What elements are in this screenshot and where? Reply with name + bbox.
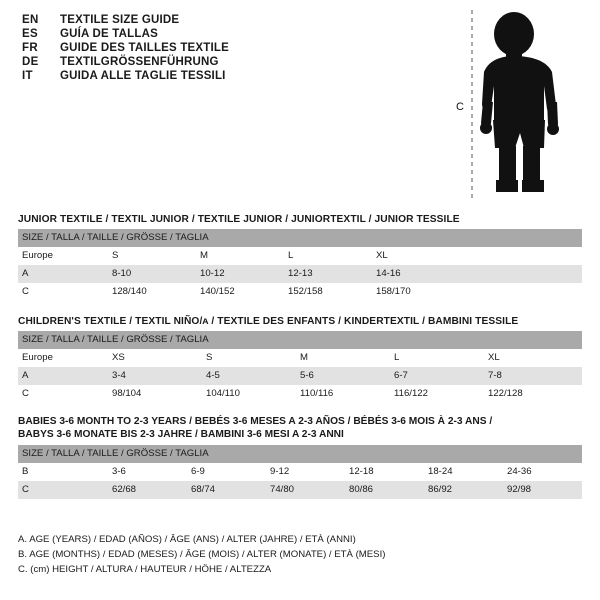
junior-c-0: 128/140 — [108, 283, 196, 301]
section-babies — [18, 415, 582, 499]
junior-row-label-a: A — [18, 265, 108, 283]
children-europe-0: XS — [108, 349, 202, 367]
babies-size-header: SIZE / TALLA / TAILLE / GRÖSSE / TAGLIA — [18, 445, 582, 463]
junior-c-2: 152/158 — [284, 283, 372, 301]
children-c-4: 122/128 — [484, 385, 582, 403]
children-europe-3: L — [390, 349, 484, 367]
babies-b-5: 24-36 — [503, 463, 582, 481]
babies-b-2: 9-12 — [266, 463, 345, 481]
child-figure — [452, 8, 592, 203]
section-junior — [18, 214, 582, 301]
babies-row-label-c: C — [18, 481, 108, 499]
junior-a-2: 12-13 — [284, 265, 372, 283]
children-a-4: 7-8 — [484, 367, 582, 385]
babies-c-3: 80/86 — [345, 481, 424, 499]
table-row — [18, 445, 582, 463]
section-babies-title — [18, 415, 582, 441]
table-row — [18, 463, 582, 481]
language-title-it: GUIDA ALLE TAGLIE TESSILI — [60, 70, 226, 82]
junior-row-label-europe: Europe — [18, 247, 108, 265]
figure-label-c: C — [456, 101, 464, 113]
table-row — [18, 367, 582, 385]
section-children — [18, 316, 582, 403]
section-junior-title: JUNIOR TEXTILE / TEXTIL JUNIOR / TEXTILE JUNIOR / JUNIORTEXTIL / JUNIOR TESSILE — [18, 214, 460, 225]
legend-line-a: A. AGE (YEARS) / EDAD (AÑOS) / ÂGE (ANS) / ALTER (JAHRE) / ETÀ (ANNI) — [18, 534, 356, 545]
babies-c-1: 68/74 — [187, 481, 266, 499]
children-row-label-europe: Europe — [18, 349, 108, 367]
table-row — [18, 385, 582, 403]
junior-europe-2: L — [284, 247, 372, 265]
children-a-0: 3-4 — [108, 367, 202, 385]
language-title-de: TEXTILGRÖSSENFÜHRUNG — [60, 56, 219, 68]
junior-a-3: 14-16 — [372, 265, 460, 283]
babies-c-4: 86/92 — [424, 481, 503, 499]
children-c-0: 98/104 — [108, 385, 202, 403]
language-row-es — [22, 28, 442, 40]
children-a-3: 6-7 — [390, 367, 484, 385]
junior-europe-0: S — [108, 247, 196, 265]
section-babies-title-line2: BABYS 3-6 MONATE BIS 2-3 JAHRE / BAMBINI 3-6 MESI A 2-3 ANNI — [18, 429, 344, 440]
junior-row-label-c: C — [18, 283, 108, 301]
children-size-header: SIZE / TALLA / TAILLE / GRÖSSE / TAGLIA — [18, 331, 582, 349]
section-children-title: CHILDREN'S TEXTILE / TEXTIL NIÑO/ᴀ / TEXTILE DES ENFANTS / KINDERTEXTIL / BAMBINI TESSILE — [18, 316, 519, 327]
language-row-fr — [22, 42, 442, 54]
table-row — [18, 481, 582, 499]
table-row — [18, 283, 582, 301]
table-row — [18, 247, 582, 265]
table-row — [18, 349, 582, 367]
language-row-de — [22, 56, 442, 68]
children-a-1: 4-5 — [202, 367, 296, 385]
table-row — [18, 229, 582, 247]
children-row-label-c: C — [18, 385, 108, 403]
table-babies — [18, 445, 582, 499]
babies-row-label-b: B — [18, 463, 108, 481]
table-row — [18, 265, 582, 283]
junior-europe-1: M — [196, 247, 284, 265]
table-children — [18, 331, 582, 403]
language-title-en: TEXTILE SIZE GUIDE — [60, 14, 180, 26]
children-c-2: 110/116 — [296, 385, 390, 403]
babies-b-3: 12-18 — [345, 463, 424, 481]
children-a-2: 5-6 — [296, 367, 390, 385]
junior-c-3: 158/170 — [372, 283, 460, 301]
children-europe-2: M — [296, 349, 390, 367]
language-code-es: ES — [22, 28, 38, 40]
language-code-it: IT — [22, 70, 33, 82]
child-silhouette-icon — [480, 12, 559, 192]
section-babies-title-line1: BABIES 3-6 MONTH TO 2-3 YEARS / BEBÉS 3-6 MESES A 2-3 AÑOS / BÉBÉS 3-6 MOIS À 2-3 ANS / — [18, 416, 493, 427]
babies-b-0: 3-6 — [108, 463, 187, 481]
legend-line-c: C. (cm) HEIGHT / ALTURA / HAUTEUR / HÖHE / ALTEZZA — [18, 564, 272, 575]
legend — [18, 532, 385, 577]
language-title-fr: GUIDE DES TAILLES TEXTILE — [60, 42, 229, 54]
babies-c-0: 62/68 — [108, 481, 187, 499]
babies-b-4: 18-24 — [424, 463, 503, 481]
babies-b-1: 6-9 — [187, 463, 266, 481]
language-row-en — [22, 14, 442, 26]
language-header — [22, 14, 442, 84]
junior-c-1: 140/152 — [196, 283, 284, 301]
table-junior — [18, 229, 582, 301]
language-row-it — [22, 70, 442, 82]
language-code-de: DE — [22, 56, 39, 68]
children-c-1: 104/110 — [202, 385, 296, 403]
language-code-fr: FR — [22, 42, 38, 54]
babies-c-5: 92/98 — [503, 481, 582, 499]
junior-size-header: SIZE / TALLA / TAILLE / GRÖSSE / TAGLIA — [18, 229, 582, 247]
children-c-3: 116/122 — [390, 385, 484, 403]
junior-a-0: 8-10 — [108, 265, 196, 283]
children-europe-1: S — [202, 349, 296, 367]
language-code-en: EN — [22, 14, 39, 26]
language-title-es: GUÍA DE TALLAS — [60, 28, 158, 40]
babies-c-2: 74/80 — [266, 481, 345, 499]
children-europe-4: XL — [484, 349, 582, 367]
children-row-label-a: A — [18, 367, 108, 385]
junior-europe-3: XL — [372, 247, 460, 265]
legend-line-b: B. AGE (MONTHS) / EDAD (MESES) / ÂGE (MOIS) / ALTER (MONATE) / ETÀ (MESI) — [18, 549, 386, 560]
junior-a-1: 10-12 — [196, 265, 284, 283]
table-row — [18, 331, 582, 349]
